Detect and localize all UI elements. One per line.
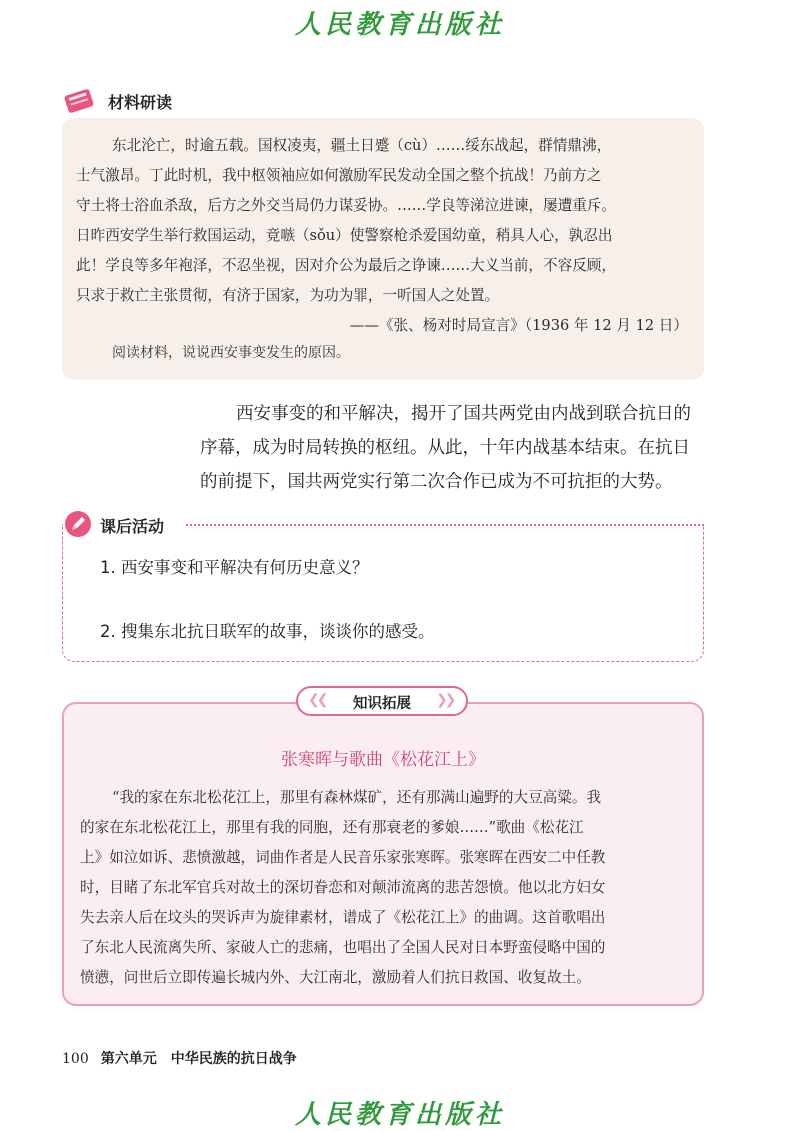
activity-item: 2. 搜集东北抗日联军的故事，谈谈你的感受。 — [100, 622, 435, 641]
material-reading-box — [62, 118, 704, 380]
material-source: ——《张、杨对时局宣言》（1936 年 12 月 12 日） — [349, 317, 688, 334]
knowledge-line: 了东北人民流离失所、家破人亡的悲痛，也唱出了全国人民对日本野蛮侵略中国的 — [80, 939, 606, 956]
body-paragraph-line: 序幕，成为时局转换的枢纽。从此，十年内战基本结束。在抗日 — [200, 438, 690, 458]
page-footer — [62, 1048, 297, 1068]
material-line: 守土将士浴血杀敌，后方之外交当局仍力谋妥协。……学良等涕泣进谏，屡遭重斥。 — [76, 197, 616, 214]
knowledge-tab-label: 知识拓展 — [353, 696, 411, 712]
knowledge-line: “我的家在东北松花江上，那里有森林煤矿，还有那满山遍野的大豆高粱。我 — [112, 789, 602, 806]
knowledge-line: 上》如泣如诉、悲愤激越，词曲作者是人民音乐家张寒晖。张寒晖在西安二中任教 — [80, 849, 606, 866]
material-line: 此！学良等多年袍泽，不忍坐视，因对介公为最后之诤谏……大义当前，不容反顾， — [76, 257, 616, 274]
knowledge-line: 失去亲人后在坟头的哭诉声为旋律素材，谱成了《松花江上》的曲调。这首歌唱出 — [80, 909, 606, 926]
activity-title: 课后活动 — [100, 517, 165, 536]
material-line: 东北沦亡，时逾五载。国权凌夷，疆土日蹙（cù）……绥东战起，群情鼎沸， — [112, 137, 612, 154]
chevron-right-icon: ❯❯ — [436, 692, 454, 708]
knowledge-line: 时，目睹了东北军官兵对故土的深切眷恋和对颠沛流离的悲苦怨愤。他以北方妇女 — [80, 879, 606, 896]
body-paragraph-line: 西安事变的和平解决，揭开了国共两党由内战到联合抗日的 — [236, 404, 691, 424]
knowledge-line: 愤懑，问世后立即传遍长城内外、大江南北，激励着人们抗日救国、收复故土。 — [80, 969, 591, 986]
page-number: 100 — [62, 1051, 89, 1067]
body-paragraph-line: 的前提下，国共两党实行第二次合作已成为不可抗拒的大势。 — [200, 472, 673, 492]
pink-book-icon — [64, 86, 96, 114]
material-reading-title: 材料研读 — [108, 93, 173, 112]
chevron-left-icon: ❮❮ — [308, 692, 326, 708]
chapter-label: 中华民族的抗日战争 — [170, 1051, 297, 1067]
material-question: 阅读材料，说说西安事变发生的原因。 — [112, 345, 350, 361]
publisher-logo-header: 人民教育出版社 — [294, 10, 505, 40]
material-line: 士气激昂。丁此时机，我中枢领袖应如何激励军民发动全国之整个抗战！乃前方之 — [76, 167, 602, 184]
knowledge-heading: 张寒晖与歌曲《松花江上》 — [281, 750, 485, 770]
knowledge-line: 的家在东北松花江上，那里有我的同胞，还有那衰老的爹娘……”歌曲《松花江 — [80, 819, 584, 836]
activity-item: 1. 西安事变和平解决有何历史意义？ — [100, 558, 369, 577]
unit-label: 第六单元 — [100, 1051, 157, 1067]
material-line: 日昨西安学生举行救国运动，竟嗾（sǒu）使警察枪杀爱国幼童，稍具人心，孰忍出 — [76, 227, 613, 244]
publisher-logo-footer: 人民教育出版社 — [294, 1100, 505, 1130]
material-line: 只求于救亡主张贯彻，有济于国家，为功为罪，一听国人之处置。 — [76, 287, 500, 304]
